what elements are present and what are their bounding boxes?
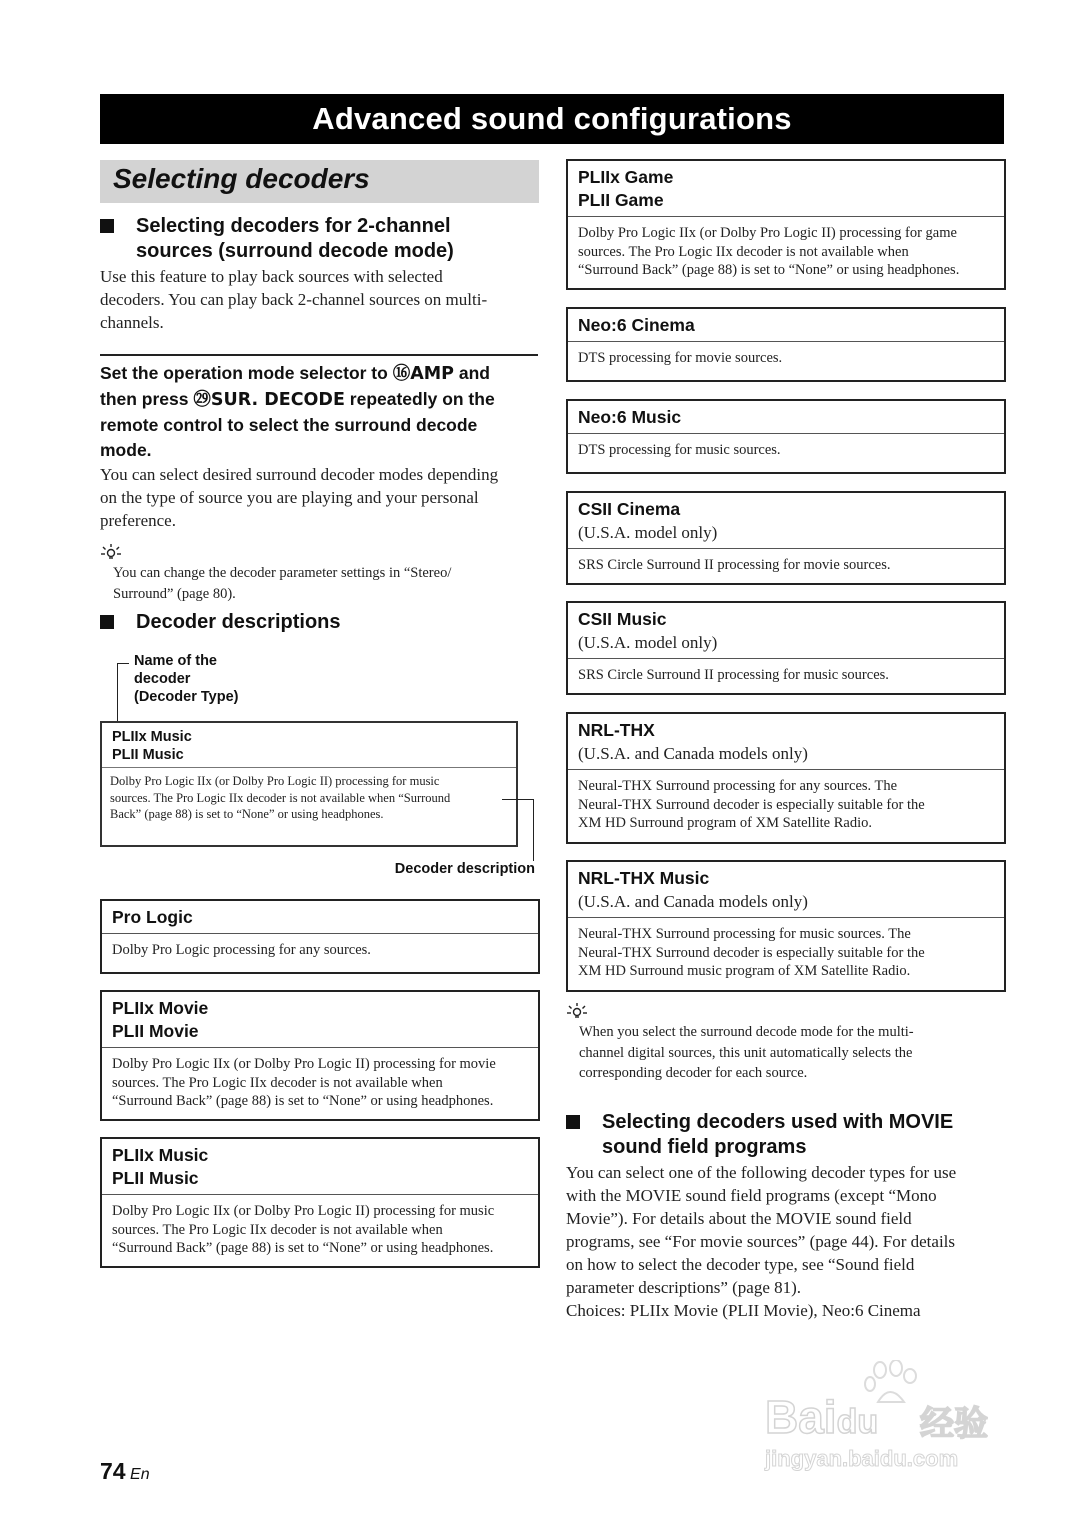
text-line: DTS processing for movie sources.	[578, 350, 783, 366]
decoder-box-neo6-cinema	[566, 307, 1006, 382]
decoder-box-pliix-game	[566, 159, 1006, 290]
text-line: preference.	[100, 511, 176, 530]
decoder-name: PLIIx Game	[578, 167, 674, 187]
text-line: channels.	[100, 313, 164, 332]
instruction-line: mode.	[100, 440, 152, 460]
text-line: corresponding decoder for each source.	[579, 1065, 808, 1081]
decoder-box-csii-cinema	[566, 491, 1006, 585]
decoder-name: CSII Cinema	[578, 499, 681, 519]
instruction-line: then press ㉙SUR. DECODE repeatedly on the	[100, 389, 495, 410]
decoder-description	[568, 549, 1004, 581]
text-line: Dolby Pro Logic IIx (or Dolby Pro Logic II) processing for game	[578, 225, 957, 241]
text-line: Surround” (page 80).	[113, 585, 236, 602]
model-availability: (U.S.A. and Canada models only)	[578, 744, 808, 763]
text-line: Dolby Pro Logic processing for any sources.	[112, 942, 371, 958]
amp-key-label: AMP	[410, 364, 454, 384]
watermark-cn: 经验	[920, 1404, 988, 1444]
decoder-description	[568, 342, 1004, 374]
circled-29-icon: ㉙	[193, 389, 211, 409]
sur-decode-key-label: SUR. DECODE	[210, 390, 345, 410]
text-line: Dolby Pro Logic IIx (or Dolby Pro Logic II) processing for movie	[112, 1056, 496, 1072]
decoder-box-nrl-thx	[566, 712, 1006, 844]
text-line: Use this feature to play back sources with selected	[100, 267, 443, 286]
decoder-name: NRL-THX Music	[578, 868, 710, 888]
model-availability: (U.S.A. model only)	[578, 633, 718, 652]
tip-lightbulb-icon	[100, 543, 122, 561]
decoder-box-header	[568, 603, 1004, 659]
tip-note-1	[113, 563, 533, 604]
decoder-name: PLIIx Movie	[112, 998, 209, 1018]
text-line: parameter descriptions” (page 81).	[566, 1278, 802, 1297]
decoder-box-header	[568, 862, 1004, 918]
decoder-box-pliix-music	[100, 1137, 540, 1268]
diagram-box-title	[102, 723, 516, 768]
text-line: Neural-THX Surround processing for any sources. The	[578, 778, 898, 794]
watermark-brand: Baidu	[765, 1391, 879, 1443]
intro-paragraph	[100, 265, 540, 334]
baidu-watermark	[760, 1360, 1020, 1480]
text-line: Back” (page 88) is set to “None” or using headphones.	[110, 807, 384, 821]
decoder-box-header	[568, 714, 1004, 770]
page-language: En	[130, 1466, 150, 1483]
decoder-box-header	[568, 161, 1004, 217]
decoder-box-header	[102, 901, 538, 934]
subheading-text: Decoder descriptions	[136, 611, 341, 633]
decoder-box-csii-music	[566, 601, 1006, 695]
text-line: “Surround Back” (page 88) is set to “None” or using headphones.	[112, 1240, 494, 1256]
subheading-movie-decoders	[566, 1110, 1006, 1160]
square-bullet-icon	[100, 615, 114, 629]
text-line: Name of the	[134, 653, 217, 669]
page-number-value: 74	[100, 1458, 126, 1484]
text-line: programs, see “For movie sources” (page 44). For details	[566, 1232, 955, 1251]
section-heading	[100, 160, 539, 203]
text-line: You can change the decoder parameter settings in “Stereo/	[113, 565, 452, 581]
decoder-description	[102, 1048, 538, 1117]
divider-rule	[100, 354, 538, 356]
diagram-name-label	[134, 652, 238, 706]
text-line: sources. The Pro Logic IIx decoder is not available when	[112, 1074, 443, 1091]
text-line: with the MOVIE sound field programs (except “Mono	[566, 1186, 937, 1205]
watermark-url: jingyan.baidu.com	[765, 1446, 959, 1471]
text-line: DTS processing for music sources.	[578, 442, 781, 458]
square-bullet-icon	[100, 219, 114, 233]
tip-lightbulb-icon	[566, 1002, 588, 1020]
decoder-box-pro-logic	[100, 899, 540, 974]
text-line: “Surround Back” (page 88) is set to “None” or using headphones.	[112, 1093, 494, 1109]
decoder-name: Neo:6 Cinema	[578, 315, 695, 335]
text-line: When you select the surround decode mode for the multi-	[579, 1024, 914, 1040]
callout-line	[117, 663, 118, 726]
text-line: decoder	[134, 671, 191, 687]
model-availability: (U.S.A. and Canada models only)	[578, 892, 808, 911]
page-banner-title: Advanced sound configurations	[100, 94, 1004, 144]
text-line: Dolby Pro Logic IIx (or Dolby Pro Logic II) processing for music	[112, 1203, 495, 1219]
subheading-2channel	[100, 214, 540, 264]
text-line: PLII Music	[112, 747, 184, 763]
decoder-name: Neo:6 Music	[578, 407, 682, 427]
diagram-sample-box	[100, 721, 518, 847]
square-bullet-icon	[566, 1115, 580, 1129]
callout-line	[533, 799, 534, 861]
text-line: SRS Circle Surround II processing for music sources.	[578, 667, 889, 683]
text-line: channel digital sources, this unit automatically selects the	[579, 1044, 913, 1061]
instruction-line: Set the operation mode selector to ⑯AMP and	[100, 363, 490, 384]
section-title: Selecting decoders	[113, 163, 370, 194]
text-line: sources. The Pro Logic IIx decoder is not available when	[112, 1221, 443, 1238]
model-availability: (U.S.A. model only)	[578, 523, 718, 542]
circled-16-icon: ⑯	[392, 363, 411, 383]
text-line: XM HD Surround music program of XM Satellite Radio.	[578, 963, 911, 979]
decoder-box-nrl-thx-music	[566, 860, 1006, 992]
decoder-description	[568, 918, 1004, 987]
decoder-name: PLII Game	[578, 190, 664, 210]
text-line: XM HD Surround program of XM Satellite Radio.	[578, 815, 872, 831]
decoder-box-header	[102, 1139, 538, 1195]
text-line: You can select desired surround decoder modes depending	[100, 465, 499, 484]
text-line: Neural-THX Surround decoder is especially suitable for the	[578, 796, 925, 813]
callout-line	[502, 799, 533, 800]
decoder-box-header	[568, 309, 1004, 342]
decoder-name: CSII Music	[578, 609, 667, 629]
text-line: Neural-THX Surround decoder is especially suitable for the	[578, 944, 925, 961]
text-line: sources. The Pro Logic IIx decoder is not available when “Surround	[110, 790, 451, 805]
decoder-description	[102, 934, 538, 966]
callout-line	[117, 663, 129, 664]
page-number	[100, 1458, 150, 1485]
decoder-box-pliix-movie	[100, 990, 540, 1121]
decoder-name: Pro Logic	[112, 907, 193, 927]
text-line: on the type of source you are playing and your personal	[100, 488, 479, 507]
subheading-line-1: Selecting decoders for 2-channel	[136, 215, 451, 237]
text-line: You can select one of the following decoder types for use	[566, 1163, 957, 1182]
decoder-name: PLIIx Music	[112, 1145, 209, 1165]
text-line: (Decoder Type)	[134, 689, 239, 705]
tip-note-2	[579, 1022, 1004, 1084]
subheading-decoder-descriptions	[100, 610, 540, 635]
decoder-box-header	[568, 493, 1004, 549]
decoder-box-header	[568, 401, 1004, 434]
text-line: Dolby Pro Logic IIx (or Dolby Pro Logic II) processing for music	[110, 774, 440, 788]
text-line: “Surround Back” (page 88) is set to “None” or using headphones.	[578, 262, 960, 278]
diagram-desc-label: Decoder description	[394, 861, 535, 877]
text-line: on how to select the decoder type, see “Sound field	[566, 1255, 915, 1274]
text-line: Neural-THX Surround processing for music sources. The	[578, 926, 911, 942]
text-line: sources. The Pro Logic IIx decoder is not available when	[578, 243, 909, 260]
movie-decoders-paragraph	[566, 1161, 1011, 1322]
subheading-line-2: sound field programs	[602, 1136, 807, 1158]
text-line: Choices: PLIIx Movie (PLII Movie), Neo:6 Cinema	[566, 1301, 921, 1320]
decoder-description	[102, 1195, 538, 1264]
operation-instruction	[100, 361, 545, 463]
text-line: decoders. You can play back 2-channel sources on multi-	[100, 290, 488, 309]
diagram-box-desc	[102, 768, 516, 828]
decoder-box-neo6-music	[566, 399, 1006, 474]
subheading-line-2: sources (surround decode mode)	[136, 240, 454, 262]
decoder-description	[568, 434, 1004, 466]
text-line: SRS Circle Surround II processing for movie sources.	[578, 557, 891, 573]
decoder-description	[568, 217, 1004, 286]
decoder-description	[568, 659, 1004, 691]
decoder-description	[568, 770, 1004, 839]
text-line: Movie”). For details about the MOVIE sound field	[566, 1209, 912, 1228]
subheading-line-1: Selecting decoders used with MOVIE	[602, 1111, 954, 1133]
decoder-name: PLII Movie	[112, 1021, 199, 1041]
decoder-box-header	[102, 992, 538, 1048]
decoder-name: NRL-THX	[578, 720, 655, 740]
surround-mode-paragraph	[100, 463, 545, 532]
instruction-line: remote control to select the surround decode	[100, 415, 478, 435]
text-line: PLIIx Music	[112, 729, 192, 745]
decoder-name: PLII Music	[112, 1168, 199, 1188]
